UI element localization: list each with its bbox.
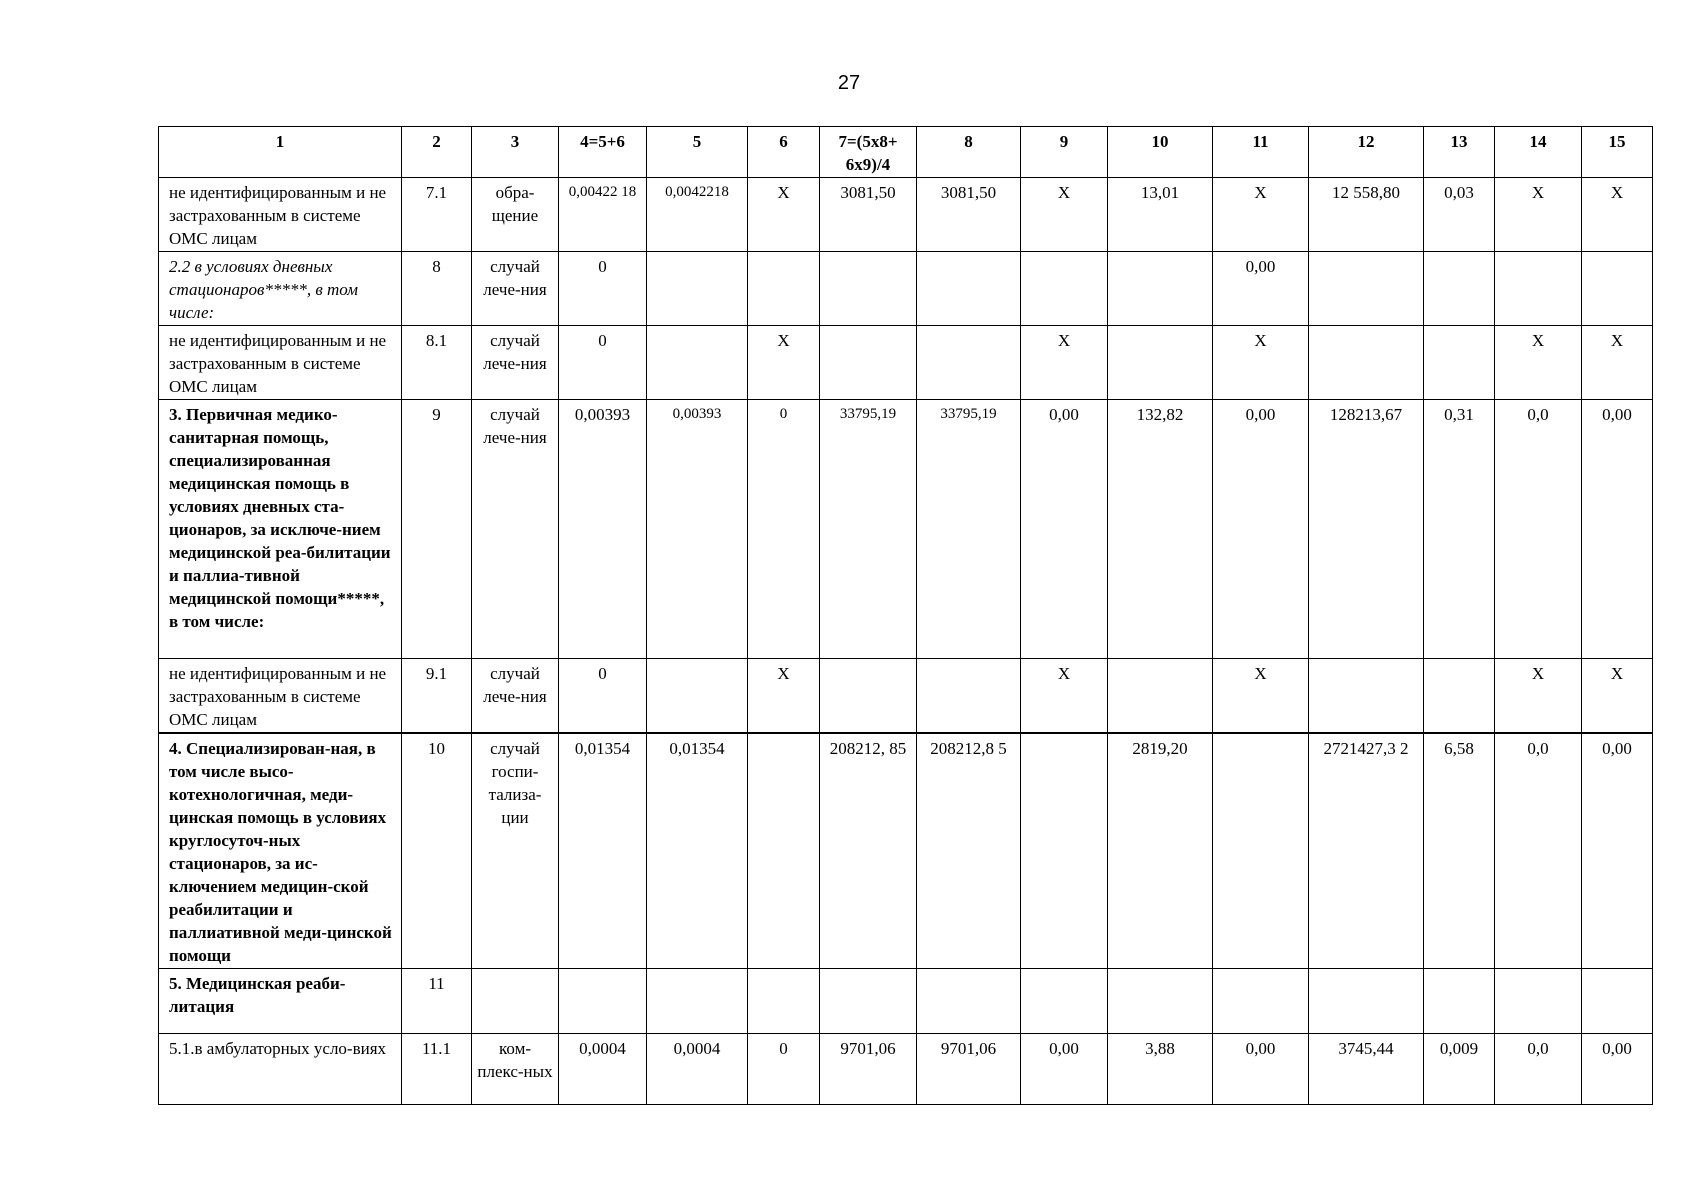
table-row [159,252,1653,326]
table-cell [1424,969,1495,1034]
column-header: 7=(5х8+ 6х9)/4 [820,127,917,178]
table-cell: 8.1 [402,326,472,400]
table-cell: 0,0 [1495,1034,1582,1105]
table-cell: Х [1213,178,1309,252]
column-header: 3 [472,127,559,178]
table-cell [559,969,647,1034]
table-cell [820,326,917,400]
column-header: 10 [1108,127,1213,178]
table-cell: обра-щение [472,178,559,252]
table-row [159,400,1653,659]
table-cell: Х [1582,326,1653,400]
column-header: 8 [917,127,1021,178]
table-cell [647,969,748,1034]
table-cell: 128213,67 [1309,400,1424,659]
table-cell [748,733,820,969]
table-cell: 0 [748,400,820,659]
table-cell [1108,969,1213,1034]
table-cell [647,326,748,400]
table-cell: 13,01 [1108,178,1213,252]
table-cell [917,659,1021,734]
table-cell: случай госпи-тализа-ции [472,733,559,969]
table-cell [472,969,559,1034]
table-cell: Х [1021,659,1108,734]
table-cell [647,252,748,326]
table-cell [1108,659,1213,734]
table-cell: Х [748,178,820,252]
table-cell [820,659,917,734]
table-row [159,326,1653,400]
table-cell: Х [1582,178,1653,252]
table-cell [1309,969,1424,1034]
table-cell [1424,326,1495,400]
table-cell [1582,969,1653,1034]
table-cell [820,252,917,326]
table-cell: 3,88 [1108,1034,1213,1105]
table-cell: 9 [402,400,472,659]
table-cell: 0,00393 [559,400,647,659]
table-cell: 0,0004 [647,1034,748,1105]
table-cell [1495,969,1582,1034]
table-cell: 3081,50 [917,178,1021,252]
table-cell: 0,00 [1021,400,1108,659]
table-cell: 0,00 [1021,1034,1108,1105]
row-name-cell: 5. Медицинская реаби-литация [159,969,402,1034]
table-cell: Х [1021,326,1108,400]
table-cell: 0 [559,326,647,400]
table-cell: 208212,8 5 [917,733,1021,969]
table-cell: 33795,19 [820,400,917,659]
column-header: 6 [748,127,820,178]
table-cell: Х [1582,659,1653,734]
table-cell [647,659,748,734]
table-cell: 0,00 [1213,252,1309,326]
row-name-cell: 5.1.в амбулаторных усло-виях [159,1034,402,1105]
table-cell: 7.1 [402,178,472,252]
table-cell: ком-плекс-ных [472,1034,559,1105]
row-name-cell: не идентифицированным и не застрахованным в системе ОМС лицам [159,659,402,734]
table-cell: 9701,06 [820,1034,917,1105]
column-header: 1 [159,127,402,178]
table-cell: 132,82 [1108,400,1213,659]
data-table [158,126,1653,1105]
table-cell: 11 [402,969,472,1034]
row-name-cell: 4. Специализирован-ная, в том числе высо-котехнологичная, меди-цинская помощь в условиях круглосуточ-ных стационаров, за ис-ключением медицин-ской реабилитации и паллиативной меди-цинской помощи [159,733,402,969]
table-cell: Х [748,659,820,734]
table-cell [917,326,1021,400]
table-cell: 0 [559,659,647,734]
column-header: 13 [1424,127,1495,178]
table-cell: 8 [402,252,472,326]
table-cell: 0 [748,1034,820,1105]
row-name-cell: не идентифицированным и не застрахованным в системе ОМС лицам [159,326,402,400]
table-cell [1309,252,1424,326]
table-cell: 0,03 [1424,178,1495,252]
table-cell: 33795,19 [917,400,1021,659]
table-cell: 0,00 [1582,1034,1653,1105]
table-cell: 6,58 [1424,733,1495,969]
table-cell [748,969,820,1034]
table-cell: 0 [559,252,647,326]
table-cell: случай лече-ния [472,252,559,326]
column-header: 14 [1495,127,1582,178]
column-header: 12 [1309,127,1424,178]
table-cell: случай лече-ния [472,326,559,400]
table-cell: 0,01354 [559,733,647,969]
column-header: 5 [647,127,748,178]
table-cell [1309,326,1424,400]
table-cell [820,969,917,1034]
column-header: 15 [1582,127,1653,178]
table-cell [1108,326,1213,400]
table-cell: Х [1495,659,1582,734]
column-header: 9 [1021,127,1108,178]
table-cell: 0,00 [1213,1034,1309,1105]
table-cell: 0,0042218 [647,178,748,252]
table-cell: 0,0 [1495,733,1582,969]
table-body [159,178,1653,1105]
table-cell: 0,00 [1213,400,1309,659]
table-cell: 11.1 [402,1034,472,1105]
table-cell: Х [748,326,820,400]
header-row [159,127,1653,178]
table-cell: 3081,50 [820,178,917,252]
table-cell [917,252,1021,326]
column-header: 11 [1213,127,1309,178]
table-cell [748,252,820,326]
table-cell [1424,252,1495,326]
row-name-cell: 2.2 в условиях дневных стационаров*****, в том числе: [159,252,402,326]
table-cell: 0,01354 [647,733,748,969]
table-cell: Х [1021,178,1108,252]
column-header: 4=5+6 [559,127,647,178]
table-cell: 0,00393 [647,400,748,659]
table-cell: Х [1213,659,1309,734]
table-cell: 9701,06 [917,1034,1021,1105]
table-cell: 0,00 [1582,733,1653,969]
table-cell: 3745,44 [1309,1034,1424,1105]
table-cell: 0,00 [1582,400,1653,659]
table-row [159,733,1653,969]
row-name-cell: не идентифицированным и не застрахованным в системе ОМС лицам [159,178,402,252]
table-cell: Х [1495,326,1582,400]
table-cell [1424,659,1495,734]
table-cell: случай лече-ния [472,400,559,659]
table-row [159,1034,1653,1105]
table-cell [1309,659,1424,734]
table-cell: 2819,20 [1108,733,1213,969]
row-name-cell: 3. Первичная медико-санитарная помощь, специализированная медицинская помощь в условиях дневных ста-ционаров, за исключе-нием медицинской реа-билитации и паллиа-тивной медицинской помощи*****, в том числе: [159,400,402,659]
table-row [159,969,1653,1034]
table-cell: случай лече-ния [472,659,559,734]
table-cell: 0,00422 18 [559,178,647,252]
table-cell [1108,252,1213,326]
table-cell: 2721427,3 2 [1309,733,1424,969]
table-cell: 208212, 85 [820,733,917,969]
table-cell: 0,0 [1495,400,1582,659]
table-cell [1021,733,1108,969]
table-cell: 0,31 [1424,400,1495,659]
table-cell: 12 558,80 [1309,178,1424,252]
table-cell [1213,733,1309,969]
table-cell: 0,0004 [559,1034,647,1105]
table-cell: Х [1213,326,1309,400]
column-header: 2 [402,127,472,178]
table-cell [1213,969,1309,1034]
table-cell: 0,009 [1424,1034,1495,1105]
page-number: 27 [837,72,861,94]
table-cell: Х [1495,178,1582,252]
table-cell [1495,252,1582,326]
table-cell [1021,969,1108,1034]
table-row [159,659,1653,734]
table-cell [1582,252,1653,326]
table-cell: 9.1 [402,659,472,734]
table-cell [917,969,1021,1034]
table-cell: 10 [402,733,472,969]
table-row [159,178,1653,252]
table-cell [1021,252,1108,326]
